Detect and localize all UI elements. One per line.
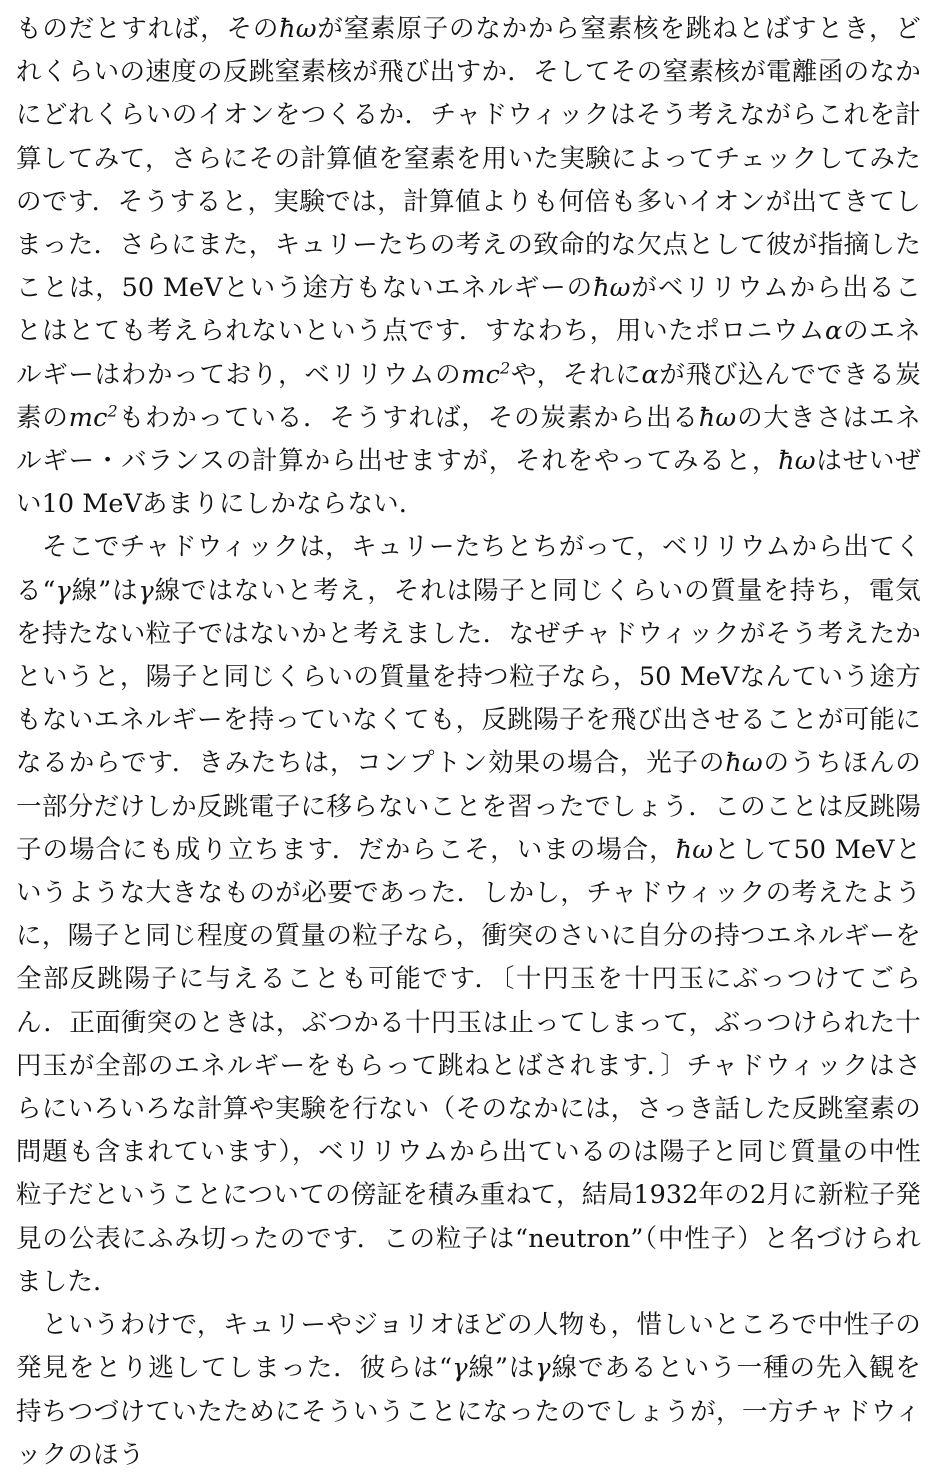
math-italic-sup-run: $mc^2$ [68, 401, 118, 433]
math-italic-run: γ [452, 1353, 468, 1384]
math-italic-run: ħω [279, 14, 317, 44]
paragraph-3: というわけで，キュリーやジョリオほどの人物も，惜しいところで中性子の発見をとり逃してしまった．彼らは“γ線”はγ線であるという一種の先入観を持ちつづけていたためにそういうことになったのでしょうが，一方チャドウィックのほう [16, 1310, 922, 1470]
math-italic-run: α [641, 359, 659, 390]
math-italic-sup-run: $mc^2$ [461, 358, 511, 390]
math-italic-run: ħω [675, 834, 714, 865]
latin-run: 1932 [633, 1180, 699, 1211]
latin-run: 2 [750, 1180, 767, 1211]
latin-run: 50 MeV [121, 273, 223, 304]
math-italic-run: ħω [778, 446, 816, 477]
superscript: 2 [107, 401, 118, 421]
superscript: 2 [500, 358, 511, 378]
latin-run: neutron [528, 1223, 631, 1254]
latin-run: 50 MeV [793, 834, 895, 865]
page-body [16, 8, 921, 1477]
paragraph-1: ものだとすれば，そのħωが窒素原子のなかから窒素核を跳ねとばすとき，どれくらいの速度の反跳窒素核が飛び出すか．そしてその窒素核が電離函のなかにどれくらいのイオンをつくるか．チャドウィックはそう考えながらこれを計算してみて，さらにその計算値を窒素を用いた実験によってチェックしてみたのです．そうすると，実験では，計算値よりも何倍も多いイオンが出てきてしまった．さらにまた，キュリーたちの考えの致命的な欠点として彼が指摘したことは，50 MeVという途方もないエネルギーのħωがベリリウムから出ることはとても考えられないという点です．すなわち，用いたポロニウムαのエネルギーはわかっており，ベリリウムの$mc^2$や，それにαが飛び込んでできる炭素の$mc^2$もわかっている．そうすれば，その炭素から出るħωの大きさはエネルギー・バランスの計算から出せますが，それをやってみると，ħωはせいぜい10 MeVあまりにしかならない． [16, 14, 921, 520]
latin-run: 10 MeV [41, 489, 142, 520]
math-italic-run: ħω [698, 402, 737, 433]
math-italic-run: γ [55, 575, 72, 606]
paragraph-2: そこでチャドウィックは，キュリーたちとちがって，ベリリウムから出てくる“γ線”はγ線ではないと考え，それは陽子と同じくらいの質量を持ち，電気を持たない粒子ではないかと考えました．なぜチャドウィックがそう考えたかというと，陽子と同じくらいの質量を持つ粒子なら，50 MeVなんていう途方もないエネルギーを持っていなくても，反跳陽子を飛び出させることが可能になるからです．きみたちは，コンプトン効果の場合，光子のħωのうちほんの一部分だけしか反跳電子に移らないことを習ったでしょう．このことは反跳陽子の場合にも成り立ちます．だからこそ，いまの場合，ħωとして50 MeVというような大きなものが必要であった．しかし，チャドウィックの考えたように，陽子と同じ程度の質量の粒子なら，衝突のさいに自分の持つエネルギーを全部反跳陽子に与えることも可能です．〔十円玉を十円玉にぶっつけてごらん．正面衝突のときは，ぶつかる十円玉は止ってしまって，ぶっつけられた十円玉が全部のエネルギーをもらって跳ねとばされます．〕チャドウィックはさらにいろいろな計算や実験を行ない（そのなかには，さっき話した反跳窒素の問題も含まれています），ベリリウムから出ているのは陽子と同じ質量の中性粒子だということについての傍証を積み重ねて，結局1932年の2月に新粒子発見の公表にふみ切ったのです．この粒子は“neutron”（中性子）と名づけられました． [16, 532, 922, 1297]
math-italic-run: γ [535, 1353, 551, 1384]
math-italic-run: ħω [725, 748, 763, 779]
math-italic-run: γ [138, 575, 154, 606]
math-italic-run: ħω [593, 273, 631, 304]
latin-run: 50 MeV [638, 662, 740, 693]
math-italic-run: α [825, 316, 843, 347]
